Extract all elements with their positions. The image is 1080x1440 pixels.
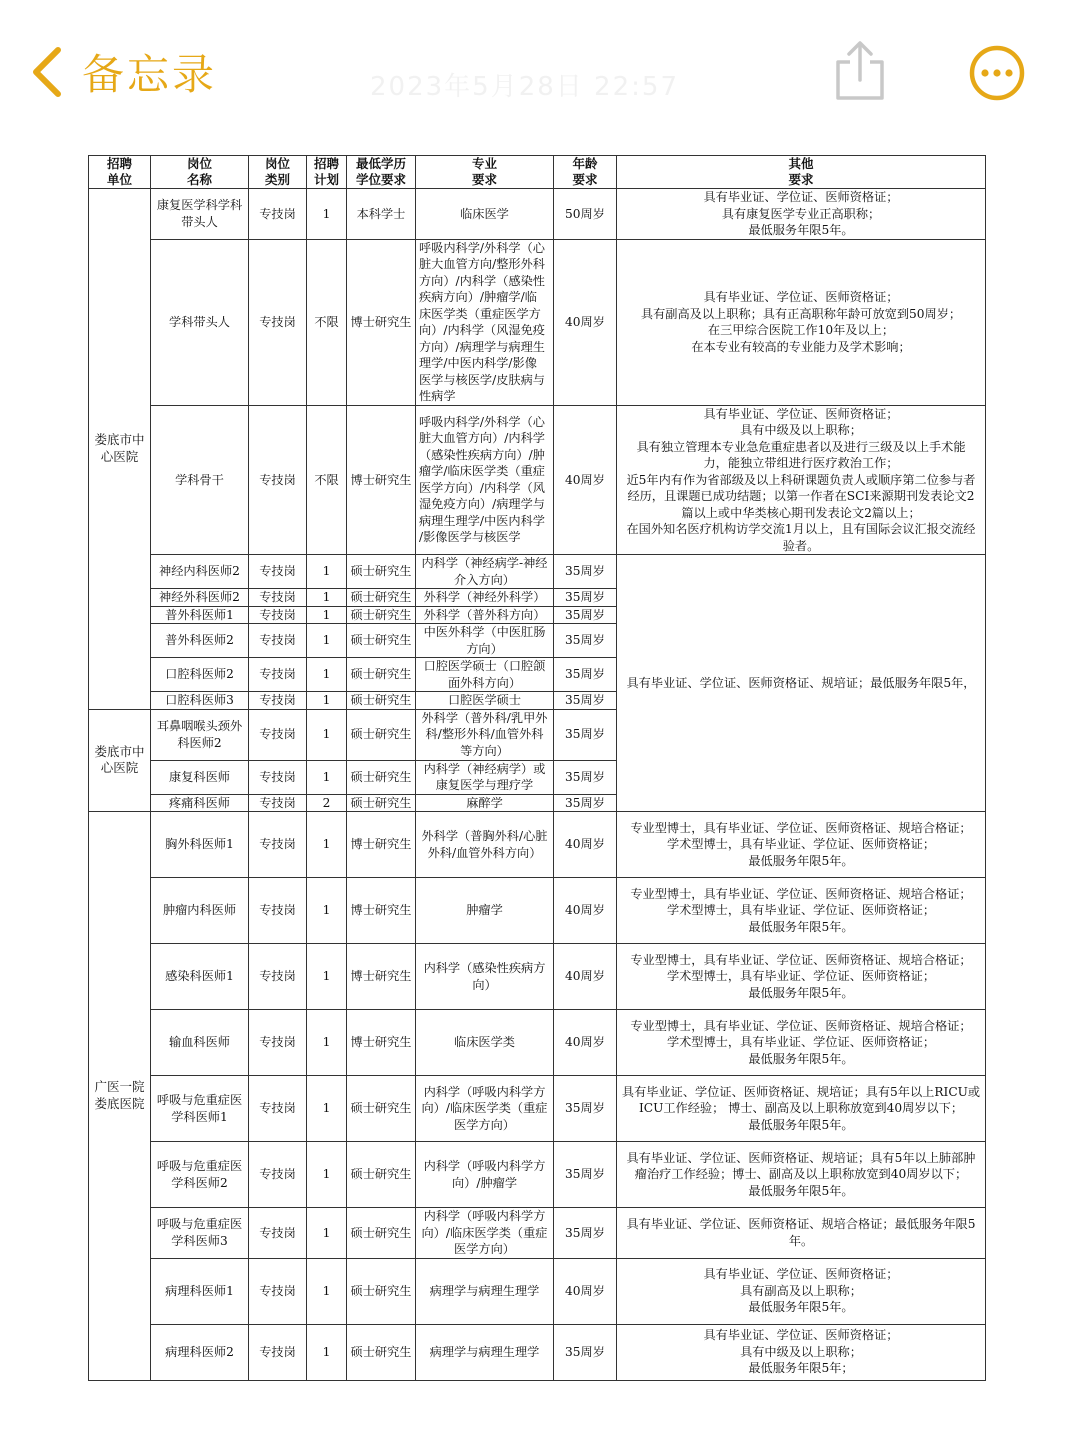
position-type: 专技岗 [249,555,307,589]
plan-count: 1 [307,1324,347,1380]
back-title: 备忘录 [82,50,218,99]
major: 内科学（神经病学）或 康复医学与理疗学 [416,760,554,794]
education: 硕士研究生 [347,624,416,658]
other-requirements: 具有毕业证、学位证、医师资格证、规培证；具有5年以上肺部肿 瘤治疗工作经验；博士、副高及以上职称放宽到40周岁以下； 最低服务年限5年。 [617,1142,986,1208]
position-type: 专技岗 [249,589,307,607]
age: 40周岁 [554,239,617,405]
unit-cell: 娄底市中 心医院 [89,709,151,812]
position-type: 专技岗 [249,794,307,812]
plan-count: 1 [307,1010,347,1076]
position-type: 专技岗 [249,878,307,944]
header-other: 其他 要求 [617,156,986,189]
plan-count: 1 [307,1208,347,1259]
position-name: 普外科医师1 [151,606,249,624]
age: 35周岁 [554,555,617,589]
plan-count: 1 [307,709,347,760]
position-name: 耳鼻咽喉头颈外 科医师2 [151,709,249,760]
table-row [89,1258,986,1324]
table-row [89,189,986,240]
plan-count: 1 [307,878,347,944]
education: 硕士研究生 [347,1324,416,1380]
table-row [89,1010,986,1076]
table-row [89,944,986,1010]
plan-count: 2 [307,794,347,812]
share-button[interactable] [832,38,888,104]
major: 肿瘤学 [416,878,554,944]
position-name: 康复医学科学科 带头人 [151,189,249,240]
header-unit: 招聘 单位 [89,156,151,189]
age: 35周岁 [554,692,617,710]
position-name: 感染科医师1 [151,944,249,1010]
position-type: 专技岗 [249,1324,307,1380]
position-type: 专技岗 [249,812,307,878]
unit-cell: 娄底市中 心医院 [89,189,151,710]
age: 35周岁 [554,1208,617,1259]
major: 内科学（呼吸内科学方 向）/临床医学类（重症 医学方向） [416,1208,554,1259]
table-row [89,1324,986,1380]
age: 35周岁 [554,1142,617,1208]
position-name: 输血科医师 [151,1010,249,1076]
plan-count: 1 [307,944,347,1010]
table-row [89,1208,986,1259]
major: 外科学（普胸外科/心脏 外科/血管外科方向） [416,812,554,878]
table-row [89,405,986,555]
education: 硕士研究生 [347,794,416,812]
position-name: 康复科医师 [151,760,249,794]
major: 内科学（呼吸内科学方 向）/肿瘤学 [416,1142,554,1208]
plan-count: 1 [307,760,347,794]
position-type: 专技岗 [249,1208,307,1259]
header-category: 岗位 类别 [249,156,307,189]
education: 博士研究生 [347,1010,416,1076]
education: 博士研究生 [347,878,416,944]
position-name: 呼吸与危重症医 学科医师3 [151,1208,249,1259]
other-requirements: 具有毕业证、学位证、医师资格证、规培证；具有5年以上RICU或 ICU工作经验； 博士、副高及以上职称放宽到40周岁以下； 最低服务年限5年。 [617,1076,986,1142]
position-type: 专技岗 [249,1076,307,1142]
other-requirements: 专业型博士，具有毕业证、学位证、医师资格证、规培合格证； 学术型博士，具有毕业证、学位证、医师资格证； 最低服务年限5年。 [617,944,986,1010]
education: 硕士研究生 [347,658,416,692]
age: 40周岁 [554,944,617,1010]
other-requirements-shared: 具有毕业证、学位证、医师资格证、规培证；最低服务年限5年， [617,555,986,812]
other-requirements: 具有毕业证、学位证、医师资格证； 具有副高及以上职称； 最低服务年限5年。 [617,1258,986,1324]
position-name: 神经外科医师2 [151,589,249,607]
position-type: 专技岗 [249,1010,307,1076]
plan-count: 1 [307,1258,347,1324]
education: 硕士研究生 [347,760,416,794]
plan-count: 1 [307,189,347,240]
position-name: 口腔科医师2 [151,658,249,692]
age: 50周岁 [554,189,617,240]
age: 35周岁 [554,794,617,812]
position-name: 呼吸与危重症医 学科医师1 [151,1076,249,1142]
major: 病理学与病理生理学 [416,1258,554,1324]
unit-cell: 广医一院 娄底医院 [89,812,151,1381]
table-row [89,878,986,944]
top-bar [0,0,1080,140]
age: 40周岁 [554,405,617,555]
more-icon [968,44,1026,102]
age: 35周岁 [554,624,617,658]
recruitment-table [88,155,985,1376]
position-type: 专技岗 [249,692,307,710]
other-requirements: 具有毕业证、学位证、医师资格证； 具有中级及以上职称； 最低服务年限5年； [617,1324,986,1380]
age: 35周岁 [554,1076,617,1142]
other-requirements: 专业型博士，具有毕业证、学位证、医师资格证、规培合格证； 学术型博士，具有毕业证、学位证、医师资格证； 最低服务年限5年。 [617,1010,986,1076]
major: 临床医学类 [416,1010,554,1076]
header-major: 专业 要求 [416,156,554,189]
major: 呼吸内科学/外科学（心 脏大血管方向/整形外科 方向）/内科学（感染性 疾病方向）/肿瘤学/临 床医学类（重症医学方 向）/内科学（风湿免疫 方向）/病理学与病理生 理学/中医内科学/影像 医学与核医学/皮肤病与 性病学 [416,239,554,405]
position-name: 疼痛科医师 [151,794,249,812]
position-name: 病理科医师2 [151,1324,249,1380]
header-position: 岗位 名称 [151,156,249,189]
education: 博士研究生 [347,239,416,405]
plan-count: 1 [307,812,347,878]
note-date: 2023年5月28日 22:57 [370,72,679,102]
position-type: 专技岗 [249,606,307,624]
major: 口腔医学硕士（口腔颌 面外科方向） [416,658,554,692]
plan-count: 1 [307,606,347,624]
age: 40周岁 [554,878,617,944]
position-type: 专技岗 [249,624,307,658]
plan-count: 1 [307,589,347,607]
education: 硕士研究生 [347,1142,416,1208]
position-type: 专技岗 [249,1258,307,1324]
age: 35周岁 [554,658,617,692]
more-button[interactable] [968,44,1026,102]
position-name: 病理科医师1 [151,1258,249,1324]
share-icon [832,38,888,104]
position-type: 专技岗 [249,709,307,760]
education: 硕士研究生 [347,1208,416,1259]
position-name: 呼吸与危重症医 学科医师2 [151,1142,249,1208]
position-name: 学科带头人 [151,239,249,405]
education: 博士研究生 [347,812,416,878]
table-row [89,1142,986,1208]
major: 内科学（感染性疾病方 向） [416,944,554,1010]
other-requirements: 具有毕业证、学位证、医师资格证、规培合格证；最低服务年限5 年。 [617,1208,986,1259]
plan-count: 1 [307,1076,347,1142]
major: 外科学（神经外科学） [416,589,554,607]
plan-count: 不限 [307,405,347,555]
header-age: 年龄 要求 [554,156,617,189]
header-plan: 招聘 计划 [307,156,347,189]
age: 40周岁 [554,812,617,878]
position-type: 专技岗 [249,658,307,692]
position-type: 专技岗 [249,405,307,555]
table-header-row [89,156,986,189]
major: 病理学与病理生理学 [416,1324,554,1380]
plan-count: 1 [307,692,347,710]
plan-count: 1 [307,1142,347,1208]
major: 外科学（普外科/乳甲外 科/整形外科/血管外科 等方向） [416,709,554,760]
education: 硕士研究生 [347,1076,416,1142]
age: 35周岁 [554,709,617,760]
chevron-left-icon [30,44,64,100]
other-requirements: 具有毕业证、学位证、医师资格证； 具有中级及以上职称； 具有独立管理本专业急危重症患者以及进行三级及以上手术能 力，能独立带组进行医疗救治工作； 近5年内有作为省部级及以上科研课题负责人或顺序第二位参与者 经历，且课题已成功结题；以第一作者在SCI来源期刊发表论文2 篇以上或中华类核心期刊发表论文2篇以上； 在国外知名医疗机构访学交流1月以上，且有国际会议汇报交流经 验者。 [617,405,986,555]
major: 口腔医学硕士 [416,692,554,710]
position-name: 神经内科医师2 [151,555,249,589]
major: 呼吸内科学/外科学（心 脏大血管方向）/内科学 （感染性疾病方向）/肿 瘤学/临床医学类（重症 医学方向）/内科学（风 湿免疫方向）/病理学与 病理生理学/中医内科学 /影像医学与核医学 [416,405,554,555]
major: 外科学（普外科方向） [416,606,554,624]
other-requirements: 具有毕业证、学位证、医师资格证； 具有康复医学专业正高职称； 最低服务年限5年。 [617,189,986,240]
major: 中医外科学（中医肛肠 方向） [416,624,554,658]
major: 内科学（呼吸内科学方 向）/临床医学类（重症 医学方向） [416,1076,554,1142]
education: 硕士研究生 [347,589,416,607]
education: 本科学士 [347,189,416,240]
major: 临床医学 [416,189,554,240]
position-type: 专技岗 [249,944,307,1010]
age: 35周岁 [554,760,617,794]
position-name: 普外科医师2 [151,624,249,658]
education: 博士研究生 [347,405,416,555]
plan-count: 1 [307,658,347,692]
position-name: 学科骨干 [151,405,249,555]
plan-count: 1 [307,624,347,658]
plan-count: 不限 [307,239,347,405]
age: 40周岁 [554,1258,617,1324]
position-name: 肿瘤内科医师 [151,878,249,944]
table-row [89,555,986,589]
header-education: 最低学历 学位要求 [347,156,416,189]
recruitment-table-grid [88,155,986,1381]
position-type: 专技岗 [249,239,307,405]
other-requirements: 专业型博士，具有毕业证、学位证、医师资格证、规培合格证； 学术型博士，具有毕业证、学位证、医师资格证； 最低服务年限5年。 [617,878,986,944]
education: 硕士研究生 [347,709,416,760]
education: 博士研究生 [347,944,416,1010]
table-row [89,239,986,405]
position-name: 胸外科医师1 [151,812,249,878]
other-requirements: 专业型博士，具有毕业证、学位证、医师资格证、规培合格证； 学术型博士，具有毕业证、学位证、医师资格证； 最低服务年限5年。 [617,812,986,878]
education: 硕士研究生 [347,1258,416,1324]
position-type: 专技岗 [249,1142,307,1208]
major: 内科学（神经病学-神经 介入方向） [416,555,554,589]
education: 硕士研究生 [347,555,416,589]
plan-count: 1 [307,555,347,589]
table-row [89,1076,986,1142]
position-name: 口腔科医师3 [151,692,249,710]
education: 硕士研究生 [347,606,416,624]
age: 35周岁 [554,1324,617,1380]
table-row [89,812,986,878]
position-type: 专技岗 [249,760,307,794]
major: 麻醉学 [416,794,554,812]
other-requirements: 具有毕业证、学位证、医师资格证； 具有副高及以上职称；具有正高职称年龄可放宽到50周岁； 在三甲综合医院工作10年及以上； 在本专业有较高的专业能力及学术影响； [617,239,986,405]
education: 硕士研究生 [347,692,416,710]
position-type: 专技岗 [249,189,307,240]
back-button[interactable] [30,42,217,102]
age: 40周岁 [554,1010,617,1076]
age: 35周岁 [554,589,617,607]
age: 35周岁 [554,606,617,624]
